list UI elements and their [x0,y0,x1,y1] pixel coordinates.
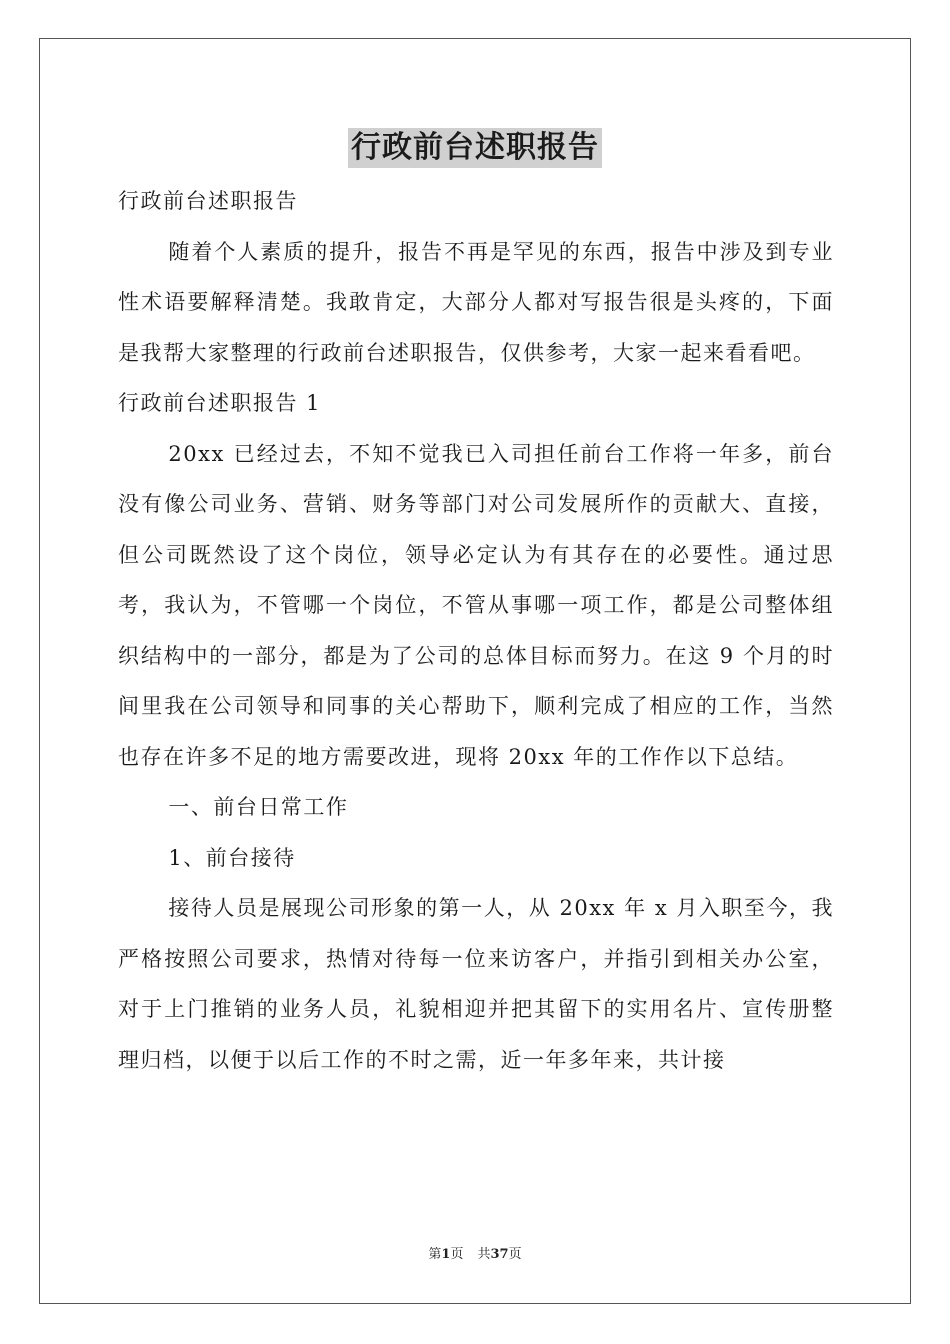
total-suffix: 页 [508,1247,522,1262]
document-title: 行政前台述职报告 [348,128,602,168]
subsection-heading: 1、前台接待 [168,845,296,870]
page-prefix: 第 [428,1247,442,1262]
section-heading: 行政前台述职报告 1 [118,391,322,415]
total-page-count: 37 [490,1247,509,1262]
title-container [0,128,950,168]
paragraph: 行政前台述职报告 [118,189,298,213]
page-footer [0,1246,950,1264]
current-page-number: 1 [441,1247,451,1262]
document-body [118,176,834,1085]
section-heading: 一、前台日常工作 [168,795,349,819]
paragraph: 20xx 已经过去，不知不觉我已入司担任前台工作将一年多，前台没有像公司业务、营销、财务等部门对公司发展所作的贡献大、直接，但公司既然设了这个岗位，领导必定认为有其存在的必要性。通过思考，我认为，不管哪一个岗位，不管从事哪一项工作，都是公司整体组织结构中的一部分，都是为了公司的总体目标而努力。在这 9 个月的时间里我在公司领导和同事的关心帮助下，顺利完成了相应的工作，当然也存在许多不足的地方需要改进，现将 20xx 年的工作作以下总结。 [118,441,834,769]
paragraph: 随着个人素质的提升，报告不再是罕见的东西，报告中涉及到专业性术语要解释清楚。我敢肯定，大部分人都对写报告很是头疼的，下面是我帮大家整理的行政前台述职报告，仅供参考，大家一起来看看吧。 [118,239,834,365]
total-prefix: 共 [477,1247,491,1262]
page-suffix: 页 [450,1247,464,1262]
paragraph: 接待人员是展现公司形象的第一人，从 20xx 年 x 月入职至今，我严格按照公司要求，热情对待每一位来访客户，并指引到相关办公室，对于上门推销的业务人员，礼貌相迎并把其留下的实用名片、宣传册整理归档，以便于以后工作的不时之需，近一年多年来，共计接 [118,896,834,1072]
